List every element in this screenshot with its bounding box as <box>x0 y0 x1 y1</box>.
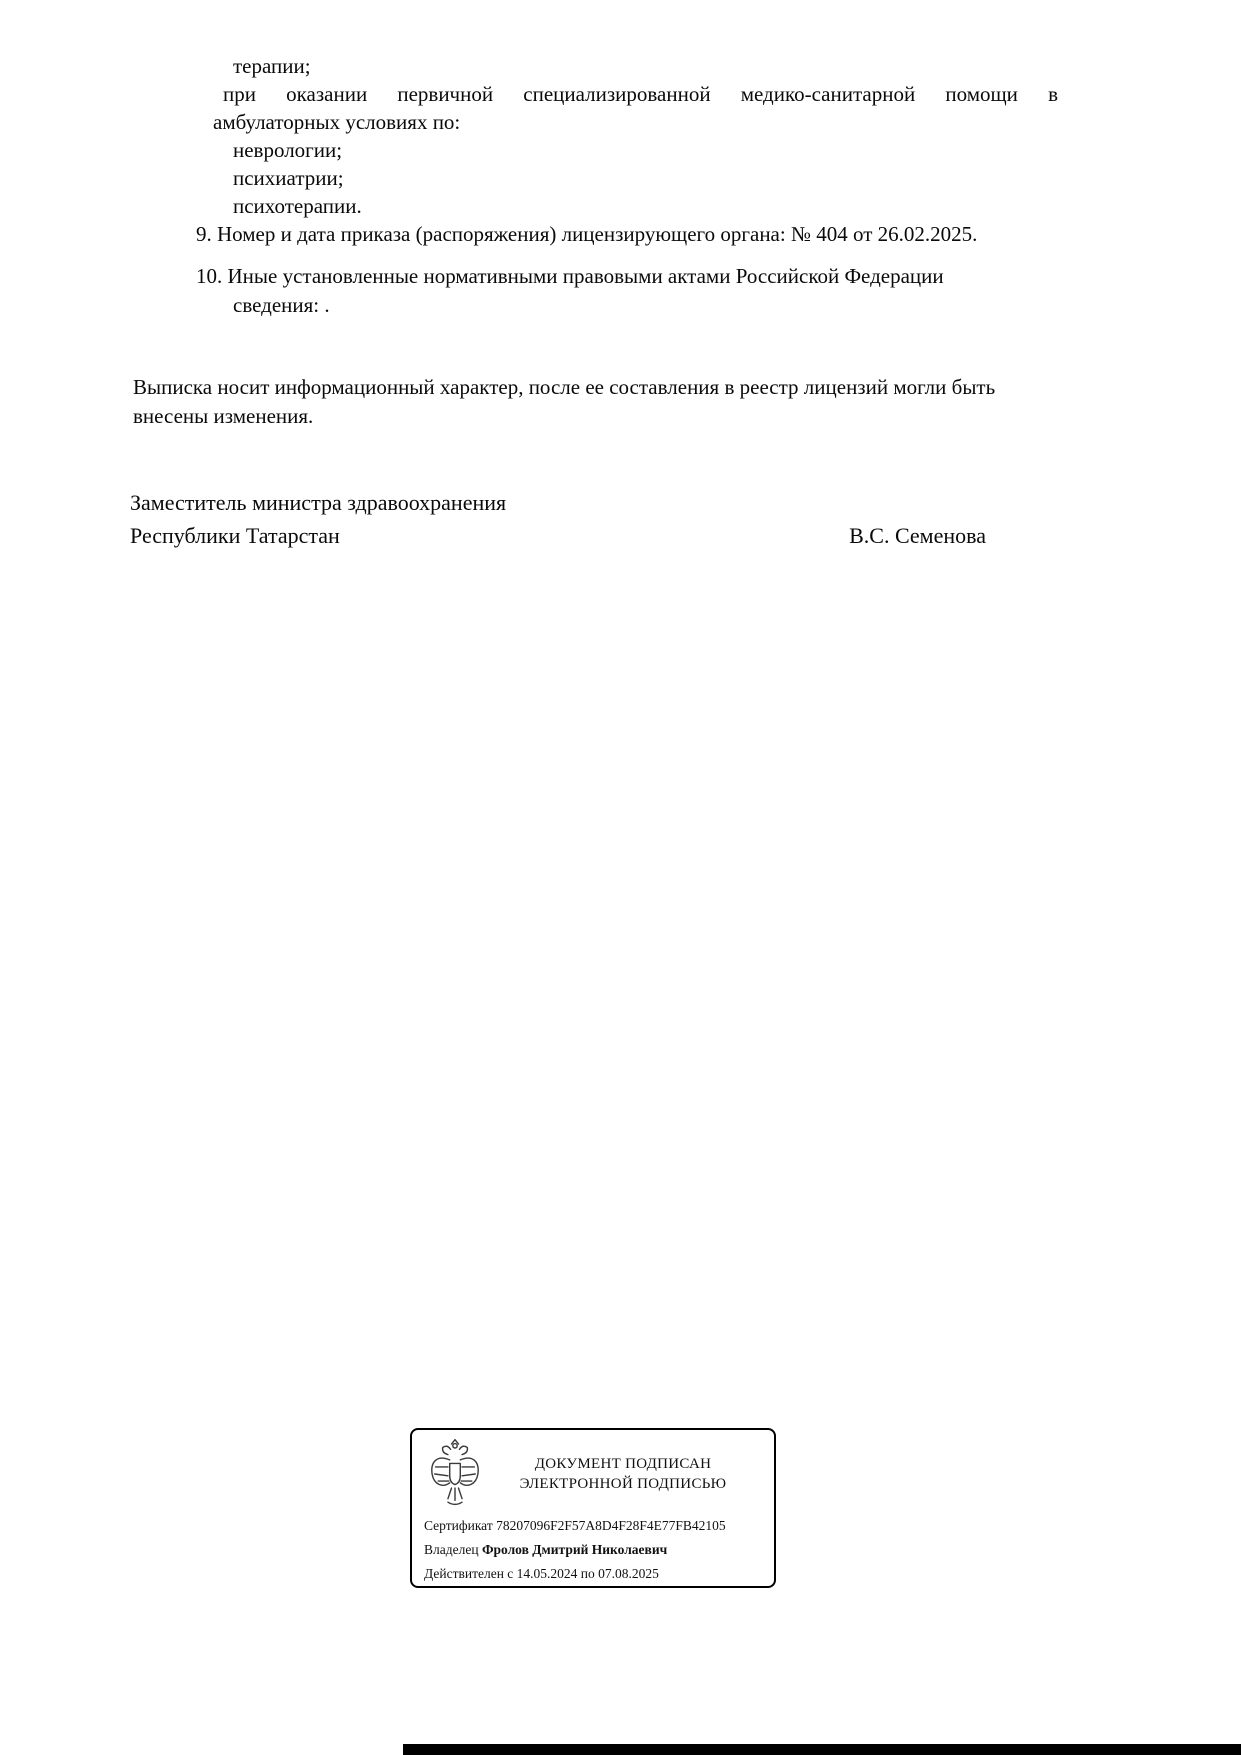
certificate-value: 78207096F2F57A8D4F28F4E77FB42105 <box>496 1518 726 1533</box>
list-item-neurology: неврологии; <box>233 138 343 162</box>
primary-care-line-1: при оказании первичной специализированной медико-санитарной помощи в <box>223 82 1058 106</box>
disclaimer-paragraph <box>133 373 1068 431</box>
owner-line <box>424 1538 762 1562</box>
item-10-line-1: 10. Иные установленные нормативными правовыми актами Российской Федерации <box>196 264 944 288</box>
therapy-line: терапии; <box>233 54 311 78</box>
owner-label: Владелец <box>424 1542 479 1557</box>
signer-name: В.С. Семенова <box>849 523 986 548</box>
signer-title-line-2: Республики Татарстан <box>130 523 340 548</box>
item-9-order-number: 9. Номер и дата приказа (распоряжения) лицензирующего органа: № 404 от 26.02.2025. <box>196 222 978 246</box>
primary-care-paragraph <box>213 80 1058 136</box>
list-item-psychotherapy: психотерапии. <box>233 194 362 218</box>
stamp-title <box>484 1454 762 1494</box>
stamp-title-line-1: ДОКУМЕНТ ПОДПИСАН <box>534 1456 712 1472</box>
item-10-line-2: сведения: . <box>233 293 330 317</box>
certificate-label: Сертификат <box>424 1518 493 1533</box>
signer-title-line-1: Заместитель министра здравоохранения <box>130 490 507 515</box>
signature-stamp <box>410 1428 776 1588</box>
specialty-list <box>233 136 362 220</box>
primary-care-line-2: амбулаторных условиях по: <box>213 110 461 134</box>
list-item-psychiatry: психиатрии; <box>233 166 344 190</box>
scan-artifact-bar <box>403 1744 1241 1755</box>
validity-line: Действителен с 14.05.2024 по 07.08.2025 <box>424 1566 659 1581</box>
stamp-details <box>424 1514 762 1586</box>
coat-of-arms-icon <box>426 1437 484 1511</box>
certificate-line <box>424 1514 762 1538</box>
signer-row <box>130 522 986 550</box>
disclaimer-line-2: внесены изменения. <box>133 404 314 428</box>
stamp-header <box>424 1436 762 1512</box>
disclaimer-line-1: Выписка носит информационный характер, после ее составления в реестр лицензий могли быть <box>133 375 996 399</box>
owner-name: Фролов Дмитрий Николаевич <box>481 1542 668 1557</box>
stamp-title-line-2: ЭЛЕКТРОННОЙ ПОДПИСЬЮ <box>519 1476 727 1492</box>
item-10-other-info <box>196 262 1076 320</box>
